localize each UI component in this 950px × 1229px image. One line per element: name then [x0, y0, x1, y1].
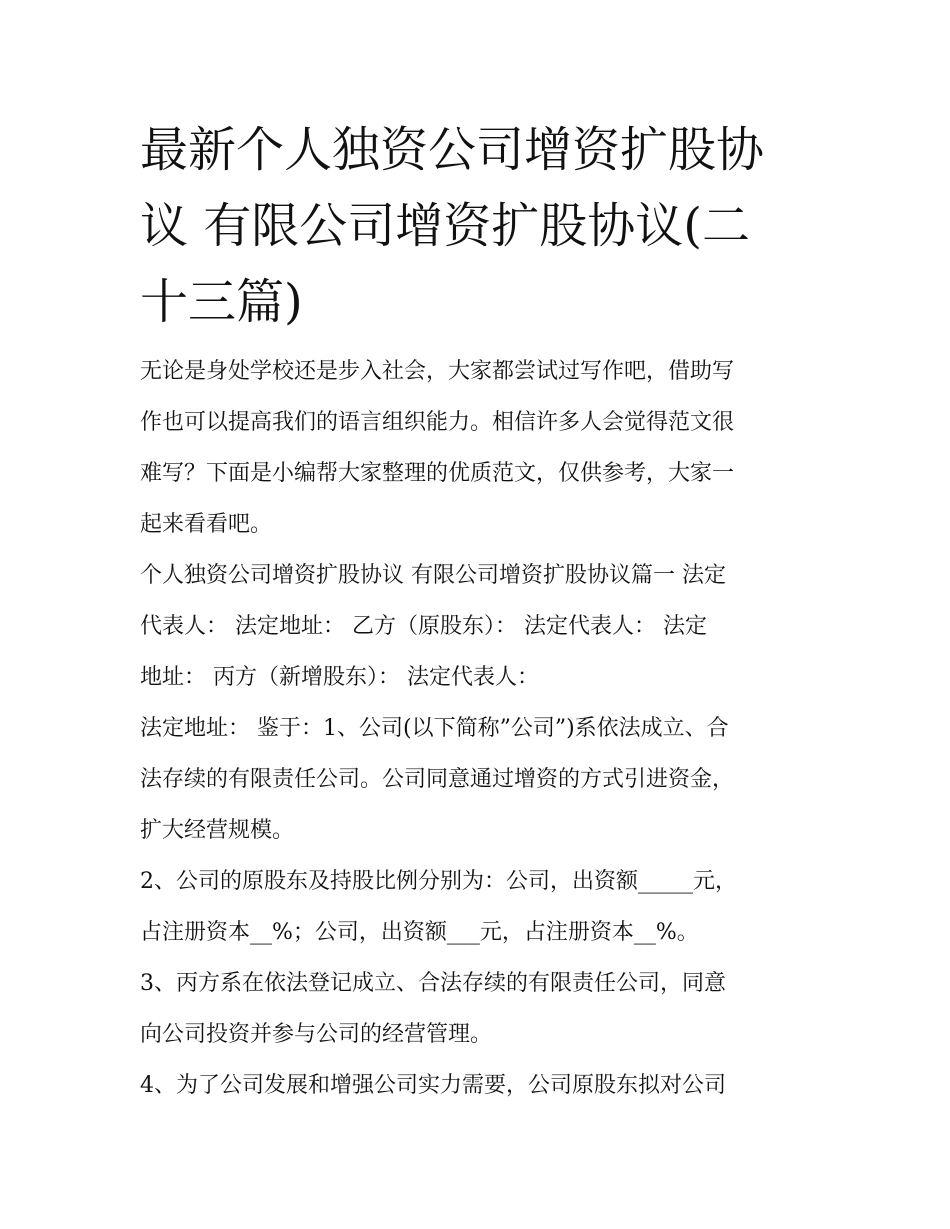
text-line: 代表人： 法定地址： 乙方（原股东）： 法定代表人： 法定 [140, 614, 707, 639]
text-line: 地址： 丙方（新增股东）： 法定代表人： [140, 665, 539, 690]
text-line: 个人独资公司增资扩股协议 有限公司增资扩股协议篇一 法定 [140, 563, 726, 588]
text-line: 起来看看吧。 [140, 512, 273, 537]
text-line: 无论是身处学校还是步入社会，大家都尝试过写作吧，借助写 [140, 359, 735, 384]
title-line: 最新个人独资公司增资扩股协 [140, 122, 765, 178]
text-line: 2、公司的原股东及持股比例分别为：公司，出资额_____元， [140, 869, 737, 894]
clause-2-paragraph [140, 856, 812, 958]
text-line: 法存续的有限责任公司。公司同意通过增资的方式引进资金， [140, 767, 735, 792]
text-line: 4、为了公司发展和增强公司实力需要，公司原股东拟对公司 [140, 1073, 726, 1098]
text-line: 向公司投资并参与公司的经营管理。 [140, 1022, 493, 1047]
title-line: 议 有限公司增资扩股协议(二 [140, 198, 750, 254]
text-line: 作也可以提高我们的语言组织能力。相信许多人会觉得范文很 [140, 410, 735, 435]
text-line: 3、丙方系在依法登记成立、合法存续的有限责任公司，同意 [140, 971, 726, 996]
parties-paragraph [140, 550, 812, 703]
document-title [140, 112, 812, 340]
text-line: 扩大经营规模。 [140, 818, 295, 843]
clause-3-paragraph [140, 958, 812, 1060]
document-page [140, 112, 812, 1111]
clause-4-paragraph [140, 1060, 812, 1111]
intro-paragraph [140, 346, 812, 550]
text-line: 法定地址： 鉴于：1、公司(以下简称”公司”)系依法成立、合 [140, 716, 729, 741]
title-line: 十三篇) [140, 274, 303, 330]
text-line: 难写？下面是小编帮大家整理的优质范文，仅供参考，大家一 [140, 461, 735, 486]
clause-1-paragraph [140, 703, 812, 856]
text-line: 占注册资本__%；公司，出资额___元，占注册资本__%。 [140, 920, 699, 945]
